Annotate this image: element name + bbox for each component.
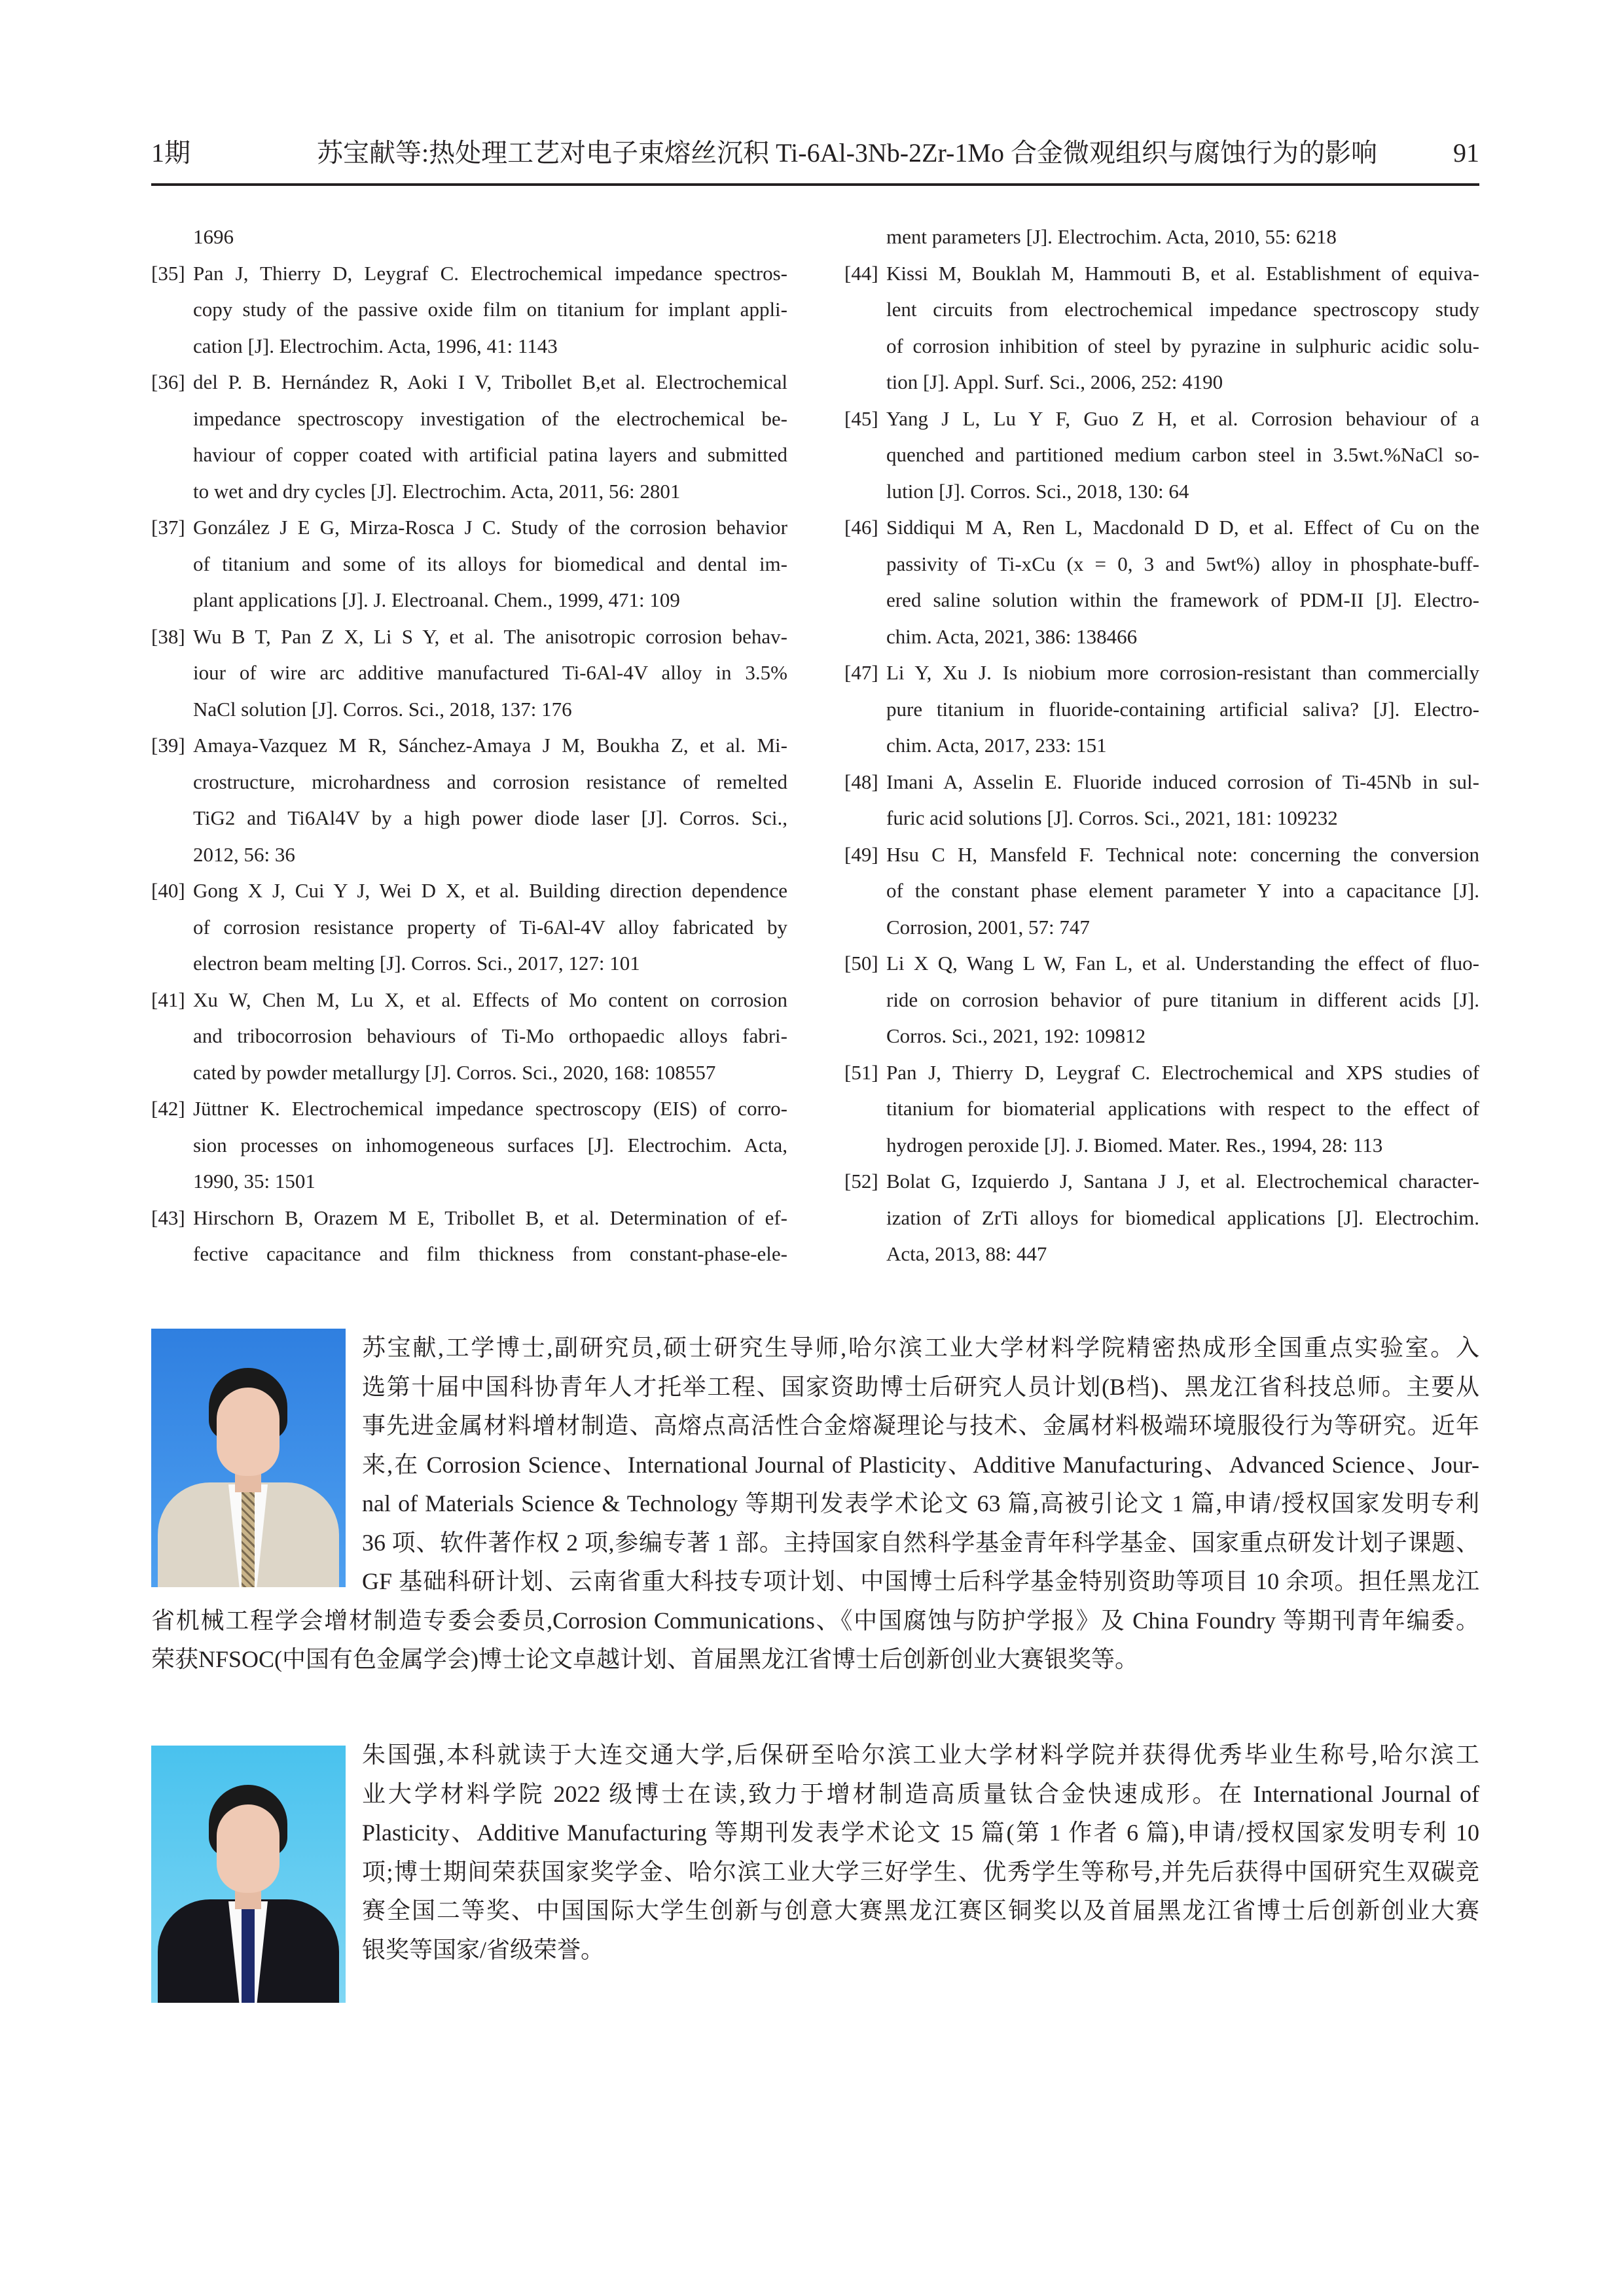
reference-line	[151, 655, 787, 691]
reference-number: [46]	[844, 516, 878, 539]
reference-line	[844, 909, 1479, 946]
reference-line	[844, 1200, 1479, 1236]
reference-number: [51]	[844, 1060, 878, 1084]
reference-number: [41]	[151, 988, 185, 1011]
reference-text: Acta, 2013, 88: 447	[886, 1242, 1047, 1265]
reference-line	[844, 764, 1479, 800]
reference-text: Pan J, Thierry D, Leygraf C. Electrochemical impedance spectros-	[193, 261, 787, 285]
page-number: 91	[1453, 138, 1479, 168]
reference-number: [39]	[151, 734, 185, 757]
reference-line	[844, 546, 1479, 583]
bio-line: 来,在 Corrosion Science、International Journal of Plasticity、Additive Manufacturing、Advanced Science、Jour-	[362, 1451, 1479, 1478]
reference-text: ered saline solution within the framework of PDM-II [J]. Electro-	[886, 588, 1479, 611]
reference-text: del P. B. Hernández R, Aoki I V, Tribollet B,et al. Electrochemical	[193, 370, 787, 393]
reference-text: electron beam melting [J]. Corros. Sci., 2017, 127: 101	[193, 952, 640, 975]
reference-line	[844, 727, 1479, 764]
reference-line	[151, 691, 787, 728]
reference-line	[151, 727, 787, 764]
reference-line	[844, 1054, 1479, 1091]
reference-line	[151, 836, 787, 873]
reference-text: TiG2 and Ti6Al4V by a high power diode laser [J]. Corros. Sci.,	[193, 806, 787, 829]
author-bio-su-baoxian	[151, 1329, 1479, 1679]
reference-text: ment parameters [J]. Electrochim. Acta, 2010, 55: 6218	[886, 225, 1337, 248]
reference-line	[844, 1090, 1479, 1127]
reference-text: iour of wire arc additive manufactured Ti-6Al-4V alloy in 3.5%	[193, 661, 787, 684]
reference-line	[844, 509, 1479, 546]
reference-line	[151, 401, 787, 437]
reference-line	[151, 872, 787, 909]
reference-line	[844, 219, 1479, 255]
reference-text: Hsu C H, Mansfeld F. Technical note: concerning the conversion	[886, 842, 1479, 866]
reference-line	[844, 619, 1479, 655]
reference-text: Xu W, Chen M, Lu X, et al. Effects of Mo content on corrosion	[193, 988, 787, 1011]
reference-text: Bolat G, Izquierdo J, Santana J J, et al. Electrochemical character-	[886, 1170, 1479, 1193]
reference-text: haviour of copper coated with artificial patina layers and submitted	[193, 443, 787, 466]
reference-number: [45]	[844, 406, 878, 430]
reference-text: Kissi M, Bouklah M, Hammouti B, et al. Establishment of equiva-	[886, 261, 1479, 285]
reference-text: and tribocorrosion behaviours of Ti-Mo orthopaedic alloys fabri-	[193, 1024, 787, 1047]
reference-line	[151, 1236, 787, 1272]
reference-line	[844, 691, 1479, 728]
reference-text: tion [J]. Appl. Surf. Sci., 2006, 252: 4190	[886, 370, 1223, 393]
reference-number: [44]	[844, 261, 878, 285]
reference-line	[844, 945, 1479, 982]
reference-text: Jüttner K. Electrochemical impedance spectroscopy (EIS) of corro-	[193, 1097, 787, 1120]
reference-line	[151, 509, 787, 546]
reference-text: Hirschorn B, Orazem M E, Tribollet B, et al. Determination of ef-	[193, 1206, 787, 1229]
reference-number: [47]	[844, 661, 878, 684]
reference-text: of the constant phase element parameter Y into a capacitance [J].	[886, 879, 1479, 902]
reference-number: [49]	[844, 842, 878, 866]
reference-line	[844, 1127, 1479, 1164]
reference-number: [50]	[844, 952, 878, 975]
reference-text: copy study of the passive oxide film on titanium for implant appli-	[193, 298, 787, 321]
reference-line	[151, 473, 787, 510]
reference-line	[151, 800, 787, 836]
reference-text: 2012, 56: 36	[193, 842, 295, 866]
reference-number: [43]	[151, 1206, 185, 1229]
reference-line	[844, 328, 1479, 365]
reference-text: Wu B T, Pan Z X, Li S Y, et al. The anisotropic corrosion behav-	[193, 624, 787, 648]
bio-line: Plasticity、Additive Manufacturing 等期刊发表学术论文 15 篇(第 1 作者 6 篇),申请/授权国家发明专利 10	[362, 1820, 1479, 1846]
reference-text: Gong X J, Cui Y J, Wei D X, et al. Building direction dependence	[193, 879, 787, 902]
reference-line	[151, 909, 787, 946]
reference-number: [42]	[151, 1097, 185, 1120]
reference-line	[844, 1236, 1479, 1272]
reference-text: Li Y, Xu J. Is niobium more corrosion-resistant than commercially	[886, 661, 1479, 684]
reference-line	[844, 401, 1479, 437]
reference-line	[844, 800, 1479, 836]
reference-text: of corrosion resistance property of Ti-6Al-4V alloy fabricated by	[193, 915, 787, 939]
reference-text: furic acid solutions [J]. Corros. Sci., 2021, 181: 109232	[886, 806, 1338, 829]
references-left-column	[151, 219, 787, 1272]
reference-text: Pan J, Thierry D, Leygraf C. Electrochemical and XPS studies of	[886, 1060, 1479, 1084]
reference-line	[151, 364, 787, 401]
reference-line	[844, 982, 1479, 1018]
reference-line	[151, 328, 787, 365]
reference-line	[844, 291, 1479, 328]
reference-line	[151, 582, 787, 619]
reference-text: lution [J]. Corros. Sci., 2018, 130: 64	[886, 479, 1189, 503]
reference-text: 1696	[193, 225, 234, 248]
reference-line	[151, 619, 787, 655]
reference-text: of corrosion inhibition of steel by pyrazine in sulphuric acidic solu-	[886, 334, 1479, 357]
reference-text: Li X Q, Wang L W, Fan L, et al. Understanding the effect of fluo-	[886, 952, 1479, 975]
reference-line	[151, 945, 787, 982]
bio-line: 事先进金属材料增材制造、高熔点高活性合金熔凝理论与技术、金属材料极端环境服役行为等研究。近年	[362, 1412, 1479, 1439]
reference-text: passivity of Ti-xCu (x = 0, 3 and 5wt%) alloy in phosphate-buff-	[886, 552, 1479, 575]
reference-text: cated by powder metallurgy [J]. Corros. Sci., 2020, 168: 108557	[193, 1060, 716, 1084]
reference-text: plant applications [J]. J. Electroanal. Chem., 1999, 471: 109	[193, 588, 680, 611]
reference-text: crostructure, microhardness and corrosion resistance of remelted	[193, 770, 787, 793]
reference-number: [35]	[151, 261, 185, 285]
reference-line	[151, 764, 787, 800]
issue-label: 1期	[151, 138, 190, 168]
reference-text: quenched and partitioned medium carbon steel in 3.5wt.%NaCl so-	[886, 443, 1479, 466]
reference-line	[151, 219, 787, 255]
bio-line: 业大学材料学院 2022 级博士在读,致力于增材制造高质量钛合金快速成形。在 International Journal of	[362, 1780, 1479, 1807]
references-right-column	[844, 219, 1479, 1272]
reference-text: González J E G, Mirza-Rosca J C. Study of the corrosion behavior	[193, 516, 787, 539]
reference-line	[844, 1018, 1479, 1054]
bio-line: 苏宝献,工学博士,副研究员,硕士研究生导师,哈尔滨工业大学材料学院精密热成形全国重点实验室。入	[362, 1335, 1479, 1361]
reference-text: Corrosion, 2001, 57: 747	[886, 915, 1090, 939]
reference-line	[844, 1163, 1479, 1200]
bio-line: 银奖等国家/省级荣誉。	[362, 1936, 605, 1963]
reference-number: [38]	[151, 624, 185, 648]
reference-line	[844, 655, 1479, 691]
bio-line: 省机械工程学会增材制造专委会委员,Corrosion Communications、《中国腐蚀与防护学报》及 China Foundry 等期刊青年编委。	[151, 1607, 1479, 1634]
reference-number: [52]	[844, 1170, 878, 1193]
bio-line: nal of Materials Science & Technology 等期刊发表学术论文 63 篇,高被引论文 1 篇,申请/授权国家发明专利	[362, 1490, 1479, 1516]
reference-text: chim. Acta, 2017, 233: 151	[886, 734, 1107, 757]
reference-text: Siddiqui M A, Ren L, Macdonald D D, et al. Effect of Cu on the	[886, 516, 1479, 539]
reference-line	[151, 1090, 787, 1127]
reference-line	[151, 1054, 787, 1091]
reference-text: Yang J L, Lu Y F, Guo Z H, et al. Corrosion behaviour of a	[886, 406, 1479, 430]
running-title: 苏宝献等:热处理工艺对电子束熔丝沉积 Ti-6Al-3Nb-2Zr-1Mo 合金微观组织与腐蚀行为的影响	[317, 138, 1377, 168]
reference-number: [36]	[151, 370, 185, 393]
reference-text: Corros. Sci., 2021, 192: 109812	[886, 1024, 1146, 1047]
reference-line	[844, 582, 1479, 619]
reference-text: titanium for biomaterial applications with respect to the effect of	[886, 1097, 1479, 1120]
reference-text: ization of ZrTi alloys for biomedical applications [J]. Electrochim.	[886, 1206, 1479, 1229]
reference-text: ride on corrosion behavior of pure titanium in different acids [J].	[886, 988, 1479, 1011]
reference-line	[844, 473, 1479, 510]
bio-line: GF 基础科研计划、云南省重大科技专项计划、中国博士后科学基金特别资助等项目 10 余项。担任黑龙江	[362, 1568, 1479, 1594]
reference-line	[844, 364, 1479, 401]
reference-line	[844, 836, 1479, 873]
reference-text: sion processes on inhomogeneous surfaces [J]. Electrochim. Acta,	[193, 1133, 787, 1157]
reference-text: 1990, 35: 1501	[193, 1170, 316, 1193]
bio-line: 荣获NFSOC(中国有色金属学会)博士论文卓越计划、首届黑龙江省博士后创新创业大赛银奖等。	[151, 1646, 1139, 1672]
reference-line	[844, 872, 1479, 909]
reference-line	[151, 437, 787, 473]
bio-line: 36 项、软件著作权 2 项,参编专著 1 部。主持国家自然科学基金青年科学基金、国家重点研发计划子课题、	[362, 1529, 1479, 1556]
reference-number: [48]	[844, 770, 878, 793]
reference-line	[151, 1127, 787, 1164]
reference-line	[151, 546, 787, 583]
reference-line	[151, 255, 787, 292]
reference-text: Amaya-Vazquez M R, Sánchez-Amaya J M, Boukha Z, et al. Mi-	[193, 734, 787, 757]
reference-line	[151, 1163, 787, 1200]
reference-text: chim. Acta, 2021, 386: 138466	[886, 624, 1138, 648]
reference-text: Imani A, Asselin E. Fluoride induced corrosion of Ti-45Nb in sul-	[886, 770, 1479, 793]
header-rule	[151, 183, 1479, 186]
author-bio-zhu-guoqiang	[151, 1736, 1479, 1969]
reference-text: fective capacitance and film thickness from constant-phase-ele-	[193, 1242, 787, 1265]
bio-line: 赛全国二等奖、中国国际大学生创新与创意大赛黑龙江赛区铜奖以及首届黑龙江省博士后创新创业大赛	[362, 1897, 1479, 1924]
bio-line: 选第十届中国科协青年人才托举工程、国家资助博士后研究人员计划(B档)、黑龙江省科技总师。主要从	[362, 1373, 1479, 1400]
reference-line	[844, 255, 1479, 292]
reference-text: cation [J]. Electrochim. Acta, 1996, 41: 1143	[193, 334, 558, 357]
reference-text: pure titanium in fluoride-containing artificial saliva? [J]. Electro-	[886, 697, 1479, 721]
reference-text: hydrogen peroxide [J]. J. Biomed. Mater. Res., 1994, 28: 113	[886, 1133, 1383, 1157]
reference-line	[151, 1018, 787, 1054]
reference-number: [40]	[151, 879, 185, 902]
reference-text: of titanium and some of its alloys for biomedical and dental im-	[193, 552, 787, 575]
reference-line	[151, 982, 787, 1018]
bio-line: 项;博士期间荣获国家奖学金、哈尔滨工业大学三好学生、优秀学生等称号,并先后获得中国研究生双碳竞	[362, 1858, 1479, 1885]
bio-line: 朱国强,本科就读于大连交通大学,后保研至哈尔滨工业大学材料学院并获得优秀毕业生称号,哈尔滨工	[362, 1742, 1479, 1768]
reference-line	[151, 1200, 787, 1236]
reference-line	[844, 437, 1479, 473]
reference-text: NaCl solution [J]. Corros. Sci., 2018, 137: 176	[193, 697, 572, 721]
reference-text: impedance spectroscopy investigation of the electrochemical be-	[193, 406, 787, 430]
reference-line	[151, 291, 787, 328]
reference-text: to wet and dry cycles [J]. Electrochim. Acta, 2011, 56: 2801	[193, 479, 681, 503]
reference-number: [37]	[151, 516, 185, 539]
reference-text: lent circuits from electrochemical impedance spectroscopy study	[886, 298, 1479, 321]
